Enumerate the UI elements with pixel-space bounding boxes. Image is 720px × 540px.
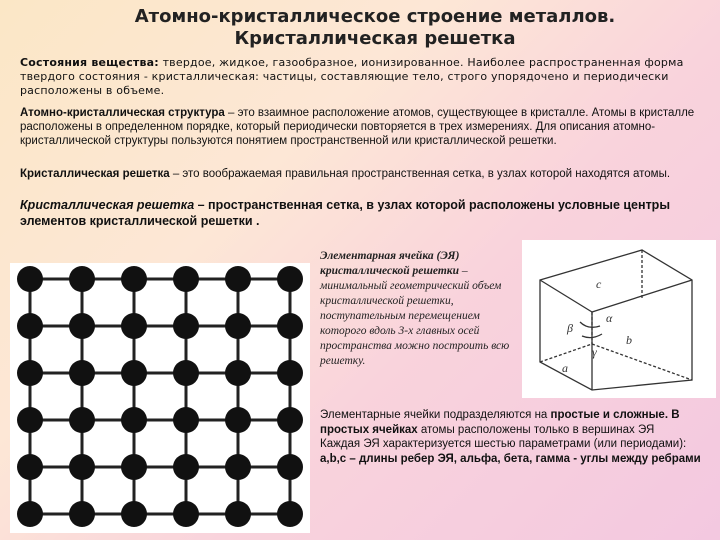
cube-hidden-edge (540, 344, 592, 362)
lattice-atom (277, 360, 303, 386)
angle-arc (580, 322, 600, 327)
lattice-atom (121, 313, 147, 339)
title-line-1: Атомно-кристаллическое строение металлов. (134, 6, 616, 27)
lattice-atom (173, 360, 199, 386)
cube-hidden-edge (592, 344, 692, 380)
cube-label-alpha: α (606, 311, 613, 325)
lattice-atom (69, 501, 95, 527)
lattice-paragraph (6, 167, 720, 181)
lattice-atom (225, 360, 251, 386)
states-text: твердое, жидкое, газообразное, ионизированное. Наиболее распространенная форма твердого состояния - кристаллическая: частицы, составляющие тело, строго упорядочено и периодически расположены в объеме. (20, 56, 684, 97)
lattice-atom (225, 501, 251, 527)
lattice-text: – это воображаемая правильная пространственная сетка, в узлах которой находятся атомы. (169, 168, 671, 180)
lattice-atom (277, 407, 303, 433)
lattice-lead: Кристаллическая решетка (20, 168, 170, 180)
cube-label-a: a (562, 361, 568, 375)
lattice-atom (17, 501, 43, 527)
crystal-lattice-grid-image (10, 263, 310, 533)
lattice-atom (173, 501, 199, 527)
cube-label-gamma: γ (592, 345, 597, 359)
cube-label-beta: β (567, 321, 573, 335)
lattice-atom (225, 454, 251, 480)
slide-title (0, 6, 720, 50)
lattice-atom (69, 266, 95, 292)
lattice-atom (277, 501, 303, 527)
lattice-atom (69, 454, 95, 480)
states-lead: Состояния вещества: (20, 56, 159, 69)
structure-paragraph (6, 106, 720, 148)
cell-types-t5: a,b,c – длины ребер ЭЯ, альфа, бета, гамма - углы между ребрами (320, 452, 701, 465)
lattice-atom (17, 454, 43, 480)
structure-lead: Атомно-кристаллическая структура (20, 107, 225, 119)
title-line-2: Кристаллическая решетка (234, 28, 516, 49)
cell-types-t2: простые и сложные. В простых ячейках (320, 409, 680, 436)
lattice2-lead: Кристаллическая решетка (20, 198, 195, 212)
lattice2-text: – пространственная сетка, в узлах которой расположены условные центры элементов кристаллической решетки . (20, 198, 670, 228)
lattice-definition-paragraph (6, 197, 720, 229)
lattice-atom (225, 266, 251, 292)
cube-edge (540, 280, 592, 312)
lattice-atom (173, 266, 199, 292)
lattice-atom (69, 313, 95, 339)
lattice-atom (225, 313, 251, 339)
unit-cell-description (320, 249, 516, 369)
lattice-atom (173, 313, 199, 339)
cell-types-t1: Элементарные ячейки подразделяются на (320, 409, 551, 421)
lattice-atom (121, 266, 147, 292)
lattice-atom (69, 360, 95, 386)
lattice-atom (173, 407, 199, 433)
lattice-atom (121, 360, 147, 386)
states-paragraph (6, 56, 720, 98)
unit-cell-term: Элементарная ячейка (ЭЯ) кристаллической решетки (320, 250, 460, 277)
cell-types-t3: атомы расположены только в вершинах ЭЯ (417, 423, 655, 436)
unit-cell-text: – минимальный геометрический объем кристаллической решетки, поступательным перемещением которого вдоль 3-х главных осей пространства можно построить всю решетку. (320, 265, 510, 367)
lattice-atom (17, 407, 43, 433)
unit-cell-cube-image (522, 240, 716, 398)
lattice-atom (277, 266, 303, 292)
lattice-atom (17, 313, 43, 339)
cell-types-t4: Каждая ЭЯ характеризуется шестью параметрами (или периодами): (320, 438, 687, 450)
lattice-atom (121, 407, 147, 433)
lattice-atom (121, 454, 147, 480)
lattice-atom (225, 407, 251, 433)
lattice-atom (121, 501, 147, 527)
cube-label-b: b (626, 333, 632, 347)
unit-cell-types-paragraph (320, 408, 710, 466)
lattice-atom (173, 454, 199, 480)
lattice-atom (69, 407, 95, 433)
lattice-atom (17, 360, 43, 386)
structure-text: – это взаимное расположение атомов, существующее в кристалле. Атомы в кристалле расположены в определенном порядке, который периодически повторяется в трех измерениях. Для описания атомно-кристаллической структуры пользуются понятием пространственной или кристаллической решетки. (20, 107, 695, 147)
lattice-atom (17, 266, 43, 292)
lattice-atom (277, 313, 303, 339)
lattice-atom (277, 454, 303, 480)
cube-label-c: c (596, 277, 602, 291)
